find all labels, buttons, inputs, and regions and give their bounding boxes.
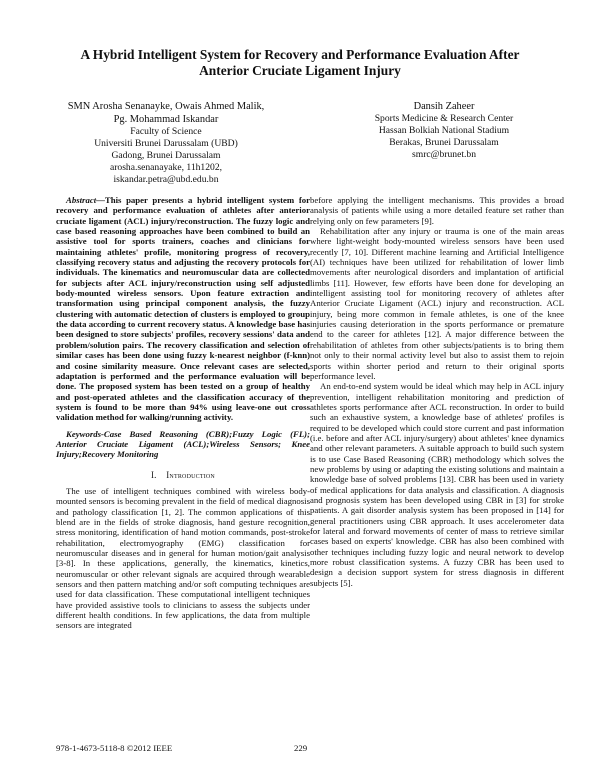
keywords: Keywords-Case Based Reasoning (CBR);Fuzzy Logic (FL); Anterior Cruciate Ligament (ACL);Wireless Sensors; Knee Injury;Recovery Monitoring [56, 428, 310, 460]
abstract-body: —This paper presents a hybrid intelligent system for recovery and performance evaluation of athletes after anterior cruciate ligament (ACL) injury/reconstruction. The fuzzy logic and case based reasoning approaches have been combined to build an assistive tool for sports trainers, coaches and clinicians for maintaining athletes' profile, monitoring progress of recovery, classifying recovery status and adjusting the recovery protocols for individuals. The kinematics and neuromuscular data are collected for subjects after ACL injury/reconstruction using self adjusted body-mounted wireless sensors. Upon feature extraction and transformation using principal component analysis, the fuzzy clustering with automatic detection of clusters is employed to group the data according to current recovery status. A knowledge base has been designed to store subjects' profiles, recovery sessions' data and problem/solution pairs. The recovery classification and selection of similar cases has been done using fuzzy k-nearest neighbor (f-knn) and cosine similarity measure. Once relevant cases are selected, adaptation is performed and the performance evaluation will be done. The proposed system has been tested on a group of healthy and post-operated athletes and the classification accuracy of the system is found to be more than 94% using leave-one out cross validation method for walking/running activity. [56, 195, 310, 423]
author-email-line-1: arosha.senanayake, 11h1202, [109, 162, 223, 173]
affiliation-line-1: Faculty of Science [130, 126, 202, 137]
author-block-1 [40, 100, 292, 186]
paper-title [40, 47, 560, 79]
abstract [56, 195, 310, 423]
affiliation-line-1: Sports Medicine & Research Center [374, 113, 514, 124]
body-paragraph: An end-to-end system would be ideal which may help in ACL injury prevention, intelligent rehabilitation monitoring and prediction of athletes sports performance after ACL reconstruction. In order to build such an exhaustive system, a knowledge base of athletes' profiles is required to be developed which could store current and past information (i.e. before and after ACL injury/surgery) about athletes' knee dynamics and other relevant parameters. A suitable approach to build such system is to use Case Based Reasoning (CBR) methodology which solves the new problems by using or adapting the existing solutions and maintain a knowledge base of solved problems [13]. CBR has been used in variety of medical applications for data analysis and classification. A diagnosis and prognosis system has been developed using CBR in [3] for stroke patients. A gait disorder analysis system has been proposed in [14] for general practitioners using CBR approach. It uses accelerometer data for lateral and forward movements of center of mass to retrieve similar cases based on experts' knowledge. CBR has also been combined with other techniques including fuzzy logic and neural network to develop more robust classification systems. A fuzzy CBR has been used to design a decision support system for stress diagnosis in different subjects [5]. [310, 381, 564, 588]
affiliation-line-3: Gadong, Brunei Darussalam [111, 150, 221, 161]
author-names-line-2: Pg. Mohammad Iskandar [113, 114, 219, 125]
author-block-2 [318, 100, 570, 161]
author-name: Dansih Zaheer [413, 101, 475, 112]
author-email: smrc@brunet.bn [412, 149, 476, 160]
left-column [56, 195, 310, 631]
affiliation-line-2: Universiti Brunei Darussalam (UBD) [94, 138, 238, 149]
page-number: 229 [294, 743, 308, 753]
abstract-lead: Abstract [66, 195, 97, 205]
section-heading [56, 470, 310, 480]
title-line-2: Anterior Cruciate Ligament Injury [199, 63, 401, 78]
author-names-line-1: SMN Arosha Senanayke, Owais Ahmed Malik, [67, 101, 265, 112]
title-line-1: A Hybrid Intelligent System for Recovery and Performance Evaluation After [80, 47, 520, 62]
body-paragraph: The use of intelligent techniques combined with wireless body-mounted sensors is becoming prevalent in the field of medical diagnosis and pathology classification [1, 2]. The common applications of this blend are in the fields of stroke diagnosis, hand gesture recognition, stress monitoring, identification of hand motion commands, post-stroke rehabilitation, electromyography (EMG) classification for neuromuscular diseases and in general for human motion/gait analysis [3-8]. In these applications, generally, the kinematics, kinetics, neuromuscular or other relevant signals are acquired through wearable sensors and then pattern matching and/or soft computing techniques are used for data classification. These computational intelligent techniques have provided assistive tools to clinicians to assess the subjects under different health conditions. In few applications, the data from multiple sensors are integrated [56, 485, 310, 631]
right-column [310, 195, 564, 588]
footer-isbn: 978-1-4673-5118-8 ©2012 IEEE [56, 743, 173, 753]
affiliation-line-3: Berakas, Brunei Darussalam [389, 137, 499, 148]
affiliation-line-2: Hassan Bolkiah National Stadium [378, 125, 510, 136]
author-email-line-2: iskandar.petra@ubd.edu.bn [113, 174, 219, 185]
body-paragraph: Rehabilitation after any injury or trauma is one of the main areas where light-weight body-mounted wireless sensors have been used recently [7, 10]. Different machine learning and Artificial Intelligence (AI) techniques have been utilized for rehabilitation of lower limb movements after neurological disorders and implantation of artificial limbs [11]. However, few efforts have been done for developing an intelligent assisting tool for monitoring recovery of athletes after Anterior Cruciate Ligament (ACL) injury and reconstruction. ACL injury, being more common in female athletes, is one of the knee injuries causing deterioration in the sports performance or premature end to the career for athletes [12]. A major difference between the rehabilitation of athletes from other subjects/patients is to bring them not only to their normal activity level but also to assist them to rejoin sports within shorter period and return to their original sports performance level. [310, 226, 564, 381]
section-title: Introduction [166, 469, 215, 480]
section-number: I. [151, 469, 157, 480]
body-paragraph-continued: before applying the intelligent mechanisms. This provides a broad analysis of patients while using a more detailed feature set rather than relying only on few parameters [9]. [310, 195, 564, 226]
